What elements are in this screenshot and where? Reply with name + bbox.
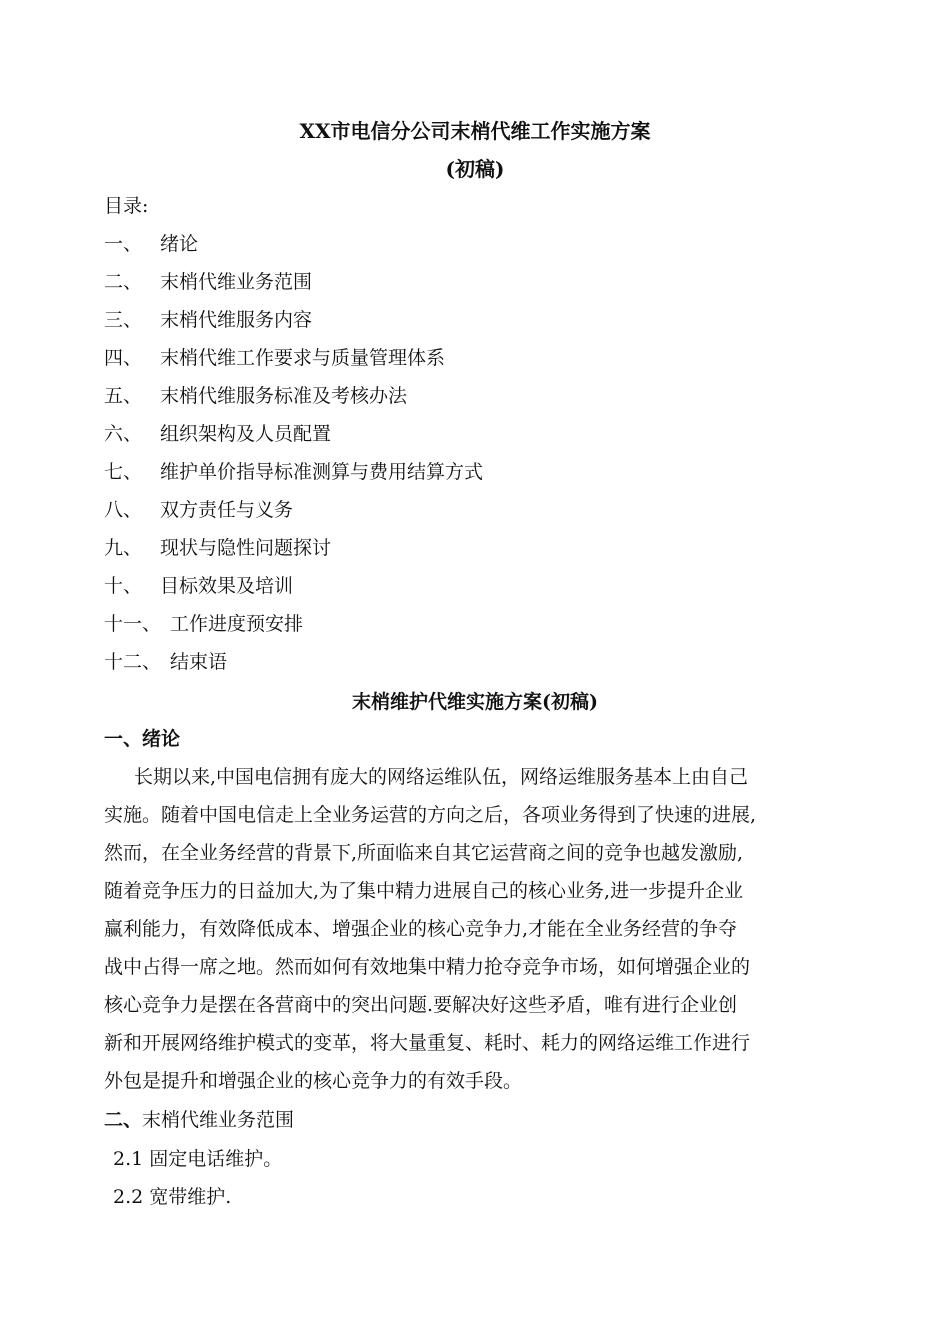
toc-number: 九、 — [104, 537, 143, 559]
toc-label: 目标效果及培训 — [160, 575, 294, 597]
toc-number: 三、 — [104, 309, 143, 331]
toc-label: 末梢代维服务标准及考核办法 — [160, 385, 408, 407]
toc-number: 八、 — [104, 499, 143, 521]
toc-label: 绪论 — [160, 233, 199, 255]
paragraph-line: 随着竞争压力的日益加大,为了集中精力进展自己的核心业务,进一步提升企业 — [104, 880, 744, 902]
toc-label: 现状与隐性问题探讨 — [160, 537, 332, 559]
toc-label: 双方责任与义务 — [160, 499, 294, 521]
toc-item — [104, 497, 293, 523]
section-number: 二、 — [104, 1109, 143, 1131]
paragraph-line: 赢利能力，有效降低成本、增强企业的核心竞争力,才能在全业务经营的争夺 — [104, 918, 738, 940]
toc-number: 五、 — [104, 385, 143, 407]
toc-item — [104, 269, 312, 295]
paragraph-line: 然而，在全业务经营的背景下,所面临来自其它运营商之间的竞争也越发激励, — [104, 842, 744, 864]
toc-label: 组织架构及人员配置 — [160, 423, 332, 445]
document-title: XX市电信分公司末梢代维工作实施方案 — [299, 119, 651, 143]
toc-item — [104, 383, 407, 409]
toc-number: 一、 — [104, 233, 143, 255]
toc-label: 结束语 — [170, 651, 228, 673]
toc-label: 末梢代维服务内容 — [160, 309, 313, 331]
subsection-item: 2.1 固定电话维护。 — [113, 1148, 283, 1170]
toc-item — [104, 535, 331, 561]
toc-item — [104, 573, 293, 599]
toc-number: 六、 — [104, 423, 143, 445]
paragraph-line: 核心竞争力是摆在各营商中的突出问题.要解决好这些矛盾，唯有进行企业创 — [104, 994, 738, 1016]
section-heading-scope — [104, 1107, 294, 1133]
section-heading-intro: 一、绪论 — [104, 728, 181, 750]
document-subtitle: (初稿) — [445, 157, 505, 181]
section-label: 末梢代维业务范围 — [142, 1109, 295, 1131]
toc-item — [104, 459, 483, 485]
toc-number: 十一、 — [104, 613, 162, 635]
toc-heading: 目录: — [104, 195, 149, 217]
toc-number: 二、 — [104, 271, 143, 293]
paragraph-line: 新和开展网络维护模式的变革，将大量重复、耗时、耗力的网络运维工作进行 — [104, 1032, 751, 1054]
toc-item — [104, 649, 227, 675]
toc-number: 十二、 — [104, 651, 162, 673]
toc-number: 十、 — [104, 575, 143, 597]
toc-item — [104, 611, 303, 637]
toc-label: 末梢代维工作要求与质量管理体系 — [160, 347, 446, 369]
toc-label: 维护单价指导标准测算与费用结算方式 — [160, 461, 484, 483]
toc-label: 末梢代维业务范围 — [160, 271, 313, 293]
paragraph-line: 外包是提升和增强企业的核心竞争力的有效手段。 — [104, 1070, 523, 1092]
toc-label: 工作进度预安排 — [170, 613, 304, 635]
toc-item — [104, 231, 198, 257]
toc-item — [104, 345, 445, 371]
toc-item — [104, 421, 331, 447]
paragraph-line: 长期以来,中国电信拥有庞大的网络运维队伍，网络运维服务基本上由自己 — [134, 766, 749, 788]
subsection-item: 2.2 宽带维护. — [113, 1186, 232, 1208]
toc-number: 四、 — [104, 347, 143, 369]
section-title: 末梢维护代维实施方案(初稿) — [352, 691, 598, 713]
toc-item — [104, 307, 312, 333]
paragraph-line: 实施。随着中国电信走上全业务运营的方向之后，各项业务得到了快速的进展, — [104, 804, 757, 826]
intro-paragraph — [104, 764, 874, 1104]
paragraph-line: 战中占得一席之地。然而如何有效地集中精力抢夺竞争市场，如何增强企业的 — [104, 956, 751, 978]
toc-number: 七、 — [104, 461, 143, 483]
